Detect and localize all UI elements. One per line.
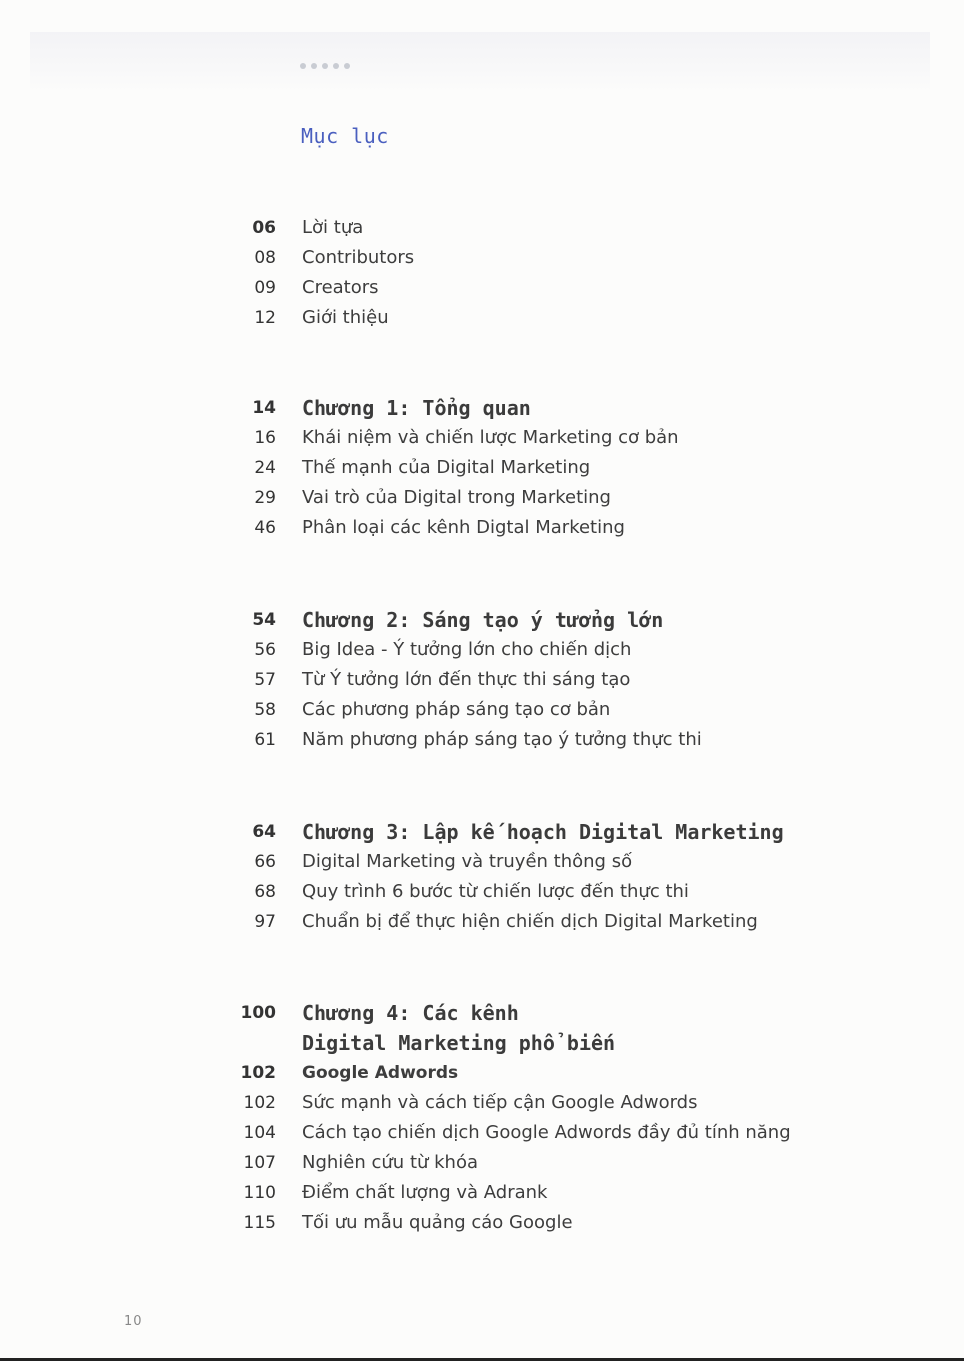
entry-page: 61 — [254, 730, 276, 750]
chapter-title: Chương 3: Lập kế hoạch Digital Marketing — [302, 820, 784, 844]
chapter-heading[interactable] — [0, 817, 964, 847]
entry-page: 115 — [243, 1213, 276, 1233]
entry-title: Quy trình 6 bước từ chiến lược đến thực thi — [302, 881, 689, 902]
chapter-title-line-2: Digital Marketing phổ biến — [302, 1031, 616, 1055]
entry-title: Contributors — [302, 247, 415, 268]
toc-entry[interactable] — [0, 1088, 964, 1118]
toc-entry[interactable] — [0, 695, 964, 725]
dot-icon — [322, 63, 328, 69]
entry-page: 24 — [254, 458, 276, 478]
dot-icon — [344, 63, 350, 69]
subheading-page: 102 — [240, 1063, 276, 1083]
entry-page: 58 — [254, 700, 276, 720]
toc-chapter-3 — [0, 817, 964, 937]
toc-entry[interactable] — [0, 847, 964, 877]
entry-title: Nghiên cứu từ khóa — [302, 1152, 479, 1173]
toc-entry[interactable] — [0, 243, 964, 273]
chapter-page: 54 — [252, 610, 276, 630]
toc-entry[interactable] — [0, 513, 964, 543]
header-band — [30, 32, 930, 92]
entry-page: 29 — [254, 488, 276, 508]
entry-title: Creators — [302, 277, 379, 298]
toc-chapter-4 — [0, 998, 964, 1238]
entry-title: Khái niệm và chiến lược Marketing cơ bản — [302, 427, 679, 448]
entry-title: Thế mạnh của Digital Marketing — [302, 457, 591, 478]
entry-page: 16 — [254, 428, 276, 448]
entry-page: 57 — [254, 670, 276, 690]
toc-entry[interactable] — [0, 423, 964, 453]
entry-page: 110 — [243, 1183, 276, 1203]
entry-title: Sức mạnh và cách tiếp cận Google Adwords — [302, 1092, 698, 1113]
toc-entry[interactable] — [0, 665, 964, 695]
toc-entry[interactable] — [0, 1178, 964, 1208]
toc-entry[interactable] — [0, 483, 964, 513]
entry-title: Big Idea - Ý tưởng lớn cho chiến dịch — [302, 639, 632, 660]
chapter-heading[interactable] — [0, 998, 964, 1058]
entry-page: 97 — [254, 912, 276, 932]
chapter-page: 100 — [240, 1003, 276, 1023]
toc-entry[interactable] — [0, 1208, 964, 1238]
entry-page: 66 — [254, 852, 276, 872]
toc-entry[interactable] — [0, 725, 964, 755]
toc-entry[interactable] — [0, 1148, 964, 1178]
entry-title: Vai trò của Digital trong Marketing — [302, 487, 611, 508]
entry-page: 08 — [254, 248, 276, 268]
toc-title: Mục lục — [301, 124, 389, 148]
entry-title: Điểm chất lượng và Adrank — [302, 1182, 548, 1203]
chapter-heading[interactable] — [0, 605, 964, 635]
entry-title: Chuẩn bị để thực hiện chiến dịch Digital Marketing — [302, 911, 758, 932]
toc-chapter-2 — [0, 605, 964, 755]
entry-page: 68 — [254, 882, 276, 902]
toc-front-matter — [0, 213, 964, 333]
toc-entry[interactable] — [0, 273, 964, 303]
subheading-title: Google Adwords — [302, 1063, 459, 1083]
entry-page: 56 — [254, 640, 276, 660]
toc-entry[interactable] — [0, 907, 964, 937]
entry-page: 102 — [243, 1093, 276, 1113]
entry-title: Năm phương pháp sáng tạo ý tưởng thực thi — [302, 729, 702, 750]
entry-page: 46 — [254, 518, 276, 538]
entry-title: Tối ưu mẫu quảng cáo Google — [302, 1212, 573, 1233]
chapter-title: Chương 1: Tổng quan — [302, 396, 531, 420]
dot-icon — [311, 63, 317, 69]
entry-title: Giới thiệu — [302, 307, 389, 328]
chapter-title: Chương 2: Sáng tạo ý tưởng lớn — [302, 608, 664, 632]
entry-title: Từ Ý tưởng lớn đến thực thi sáng tạo — [302, 669, 631, 690]
chapter-page: 64 — [252, 822, 276, 842]
entry-page: 104 — [243, 1123, 276, 1143]
entry-title: Các phương pháp sáng tạo cơ bản — [302, 699, 611, 720]
toc-entry[interactable] — [0, 877, 964, 907]
chapter-title-line-1: Chương 4: Các kênh — [302, 1001, 519, 1025]
entry-title: Phân loại các kênh Digtal Marketing — [302, 517, 625, 538]
entry-title: Lời tựa — [302, 217, 364, 238]
toc-chapter-1 — [0, 393, 964, 543]
entry-page: 06 — [252, 218, 276, 238]
chapter-heading[interactable] — [0, 393, 964, 423]
page-number: 10 — [124, 1314, 143, 1329]
entry-page: 12 — [254, 308, 276, 328]
entry-title: Digital Marketing và truyền thông số — [302, 851, 633, 872]
dot-icon — [333, 63, 339, 69]
toc-entry[interactable] — [0, 303, 964, 333]
entry-title: Cách tạo chiến dịch Google Adwords đầy đủ tính năng — [302, 1122, 791, 1143]
toc-entry[interactable] — [0, 213, 964, 243]
toc-subheading[interactable] — [0, 1058, 964, 1088]
toc-entry[interactable] — [0, 453, 964, 483]
entry-page: 107 — [243, 1153, 276, 1173]
toc-entry[interactable] — [0, 1118, 964, 1148]
chapter-page: 14 — [252, 398, 276, 418]
entry-page: 09 — [254, 278, 276, 298]
dot-icon — [300, 63, 306, 69]
decorative-dots — [300, 63, 350, 69]
toc-entry[interactable] — [0, 635, 964, 665]
